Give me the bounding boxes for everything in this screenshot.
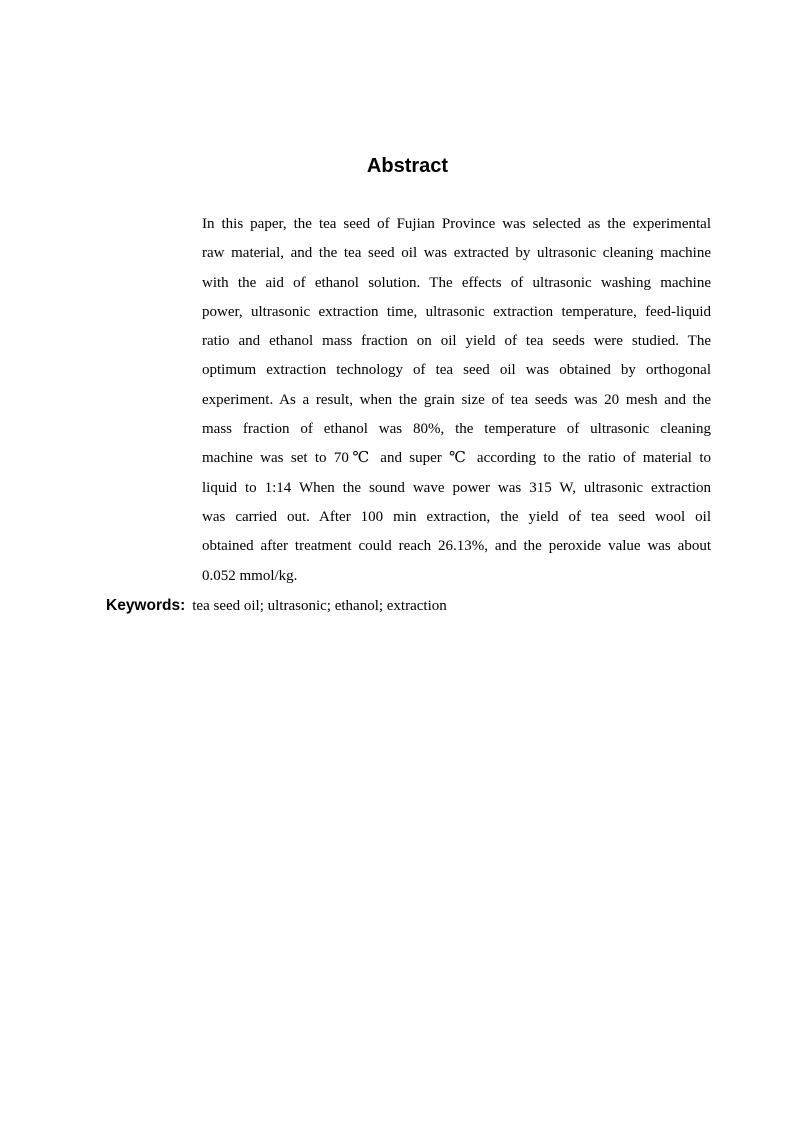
keywords-label: Keywords: xyxy=(106,597,186,614)
abstract-line: machine was set to 70℃ and super ℃ according to the ratio of material to xyxy=(202,450,711,467)
abstract-line: was carried out. After 100 min extraction, the yield of tea seed wool oil xyxy=(202,508,711,525)
abstract-line: power, ultrasonic extraction time, ultrasonic extraction temperature, feed-liquid xyxy=(202,303,711,320)
abstract-line: mass fraction of ethanol was 80%, the temperature of ultrasonic cleaning xyxy=(202,421,711,438)
abstract-line: experiment. As a result, when the grain size of tea seeds was 20 mesh and the xyxy=(202,391,711,408)
abstract-line: obtained after treatment could reach 26.13%, and the peroxide value was about xyxy=(202,538,711,555)
keywords-row xyxy=(106,594,447,618)
abstract-line: ratio and ethanol mass fraction on oil yield of tea seeds were studied. The xyxy=(202,333,711,350)
abstract-line: 0.052 mmol/kg. xyxy=(202,567,298,584)
abstract-line: optimum extraction technology of tea seed oil was obtained by orthogonal xyxy=(202,362,711,379)
abstract-line: liquid to 1:14 When the sound wave power was 315 W, ultrasonic extraction xyxy=(202,479,711,496)
abstract-line: with the aid of ethanol solution. The effects of ultrasonic washing machine xyxy=(202,274,711,291)
abstract-body xyxy=(202,210,711,591)
abstract-line: raw material, and the tea seed oil was extracted by ultrasonic cleaning machine xyxy=(202,245,711,262)
abstract-title: Abstract xyxy=(366,155,449,177)
keywords-value: tea seed oil; ultrasonic; ethanol; extraction xyxy=(192,598,447,614)
abstract-line: In this paper, the tea seed of Fujian Province was selected as the experimental xyxy=(202,216,711,232)
